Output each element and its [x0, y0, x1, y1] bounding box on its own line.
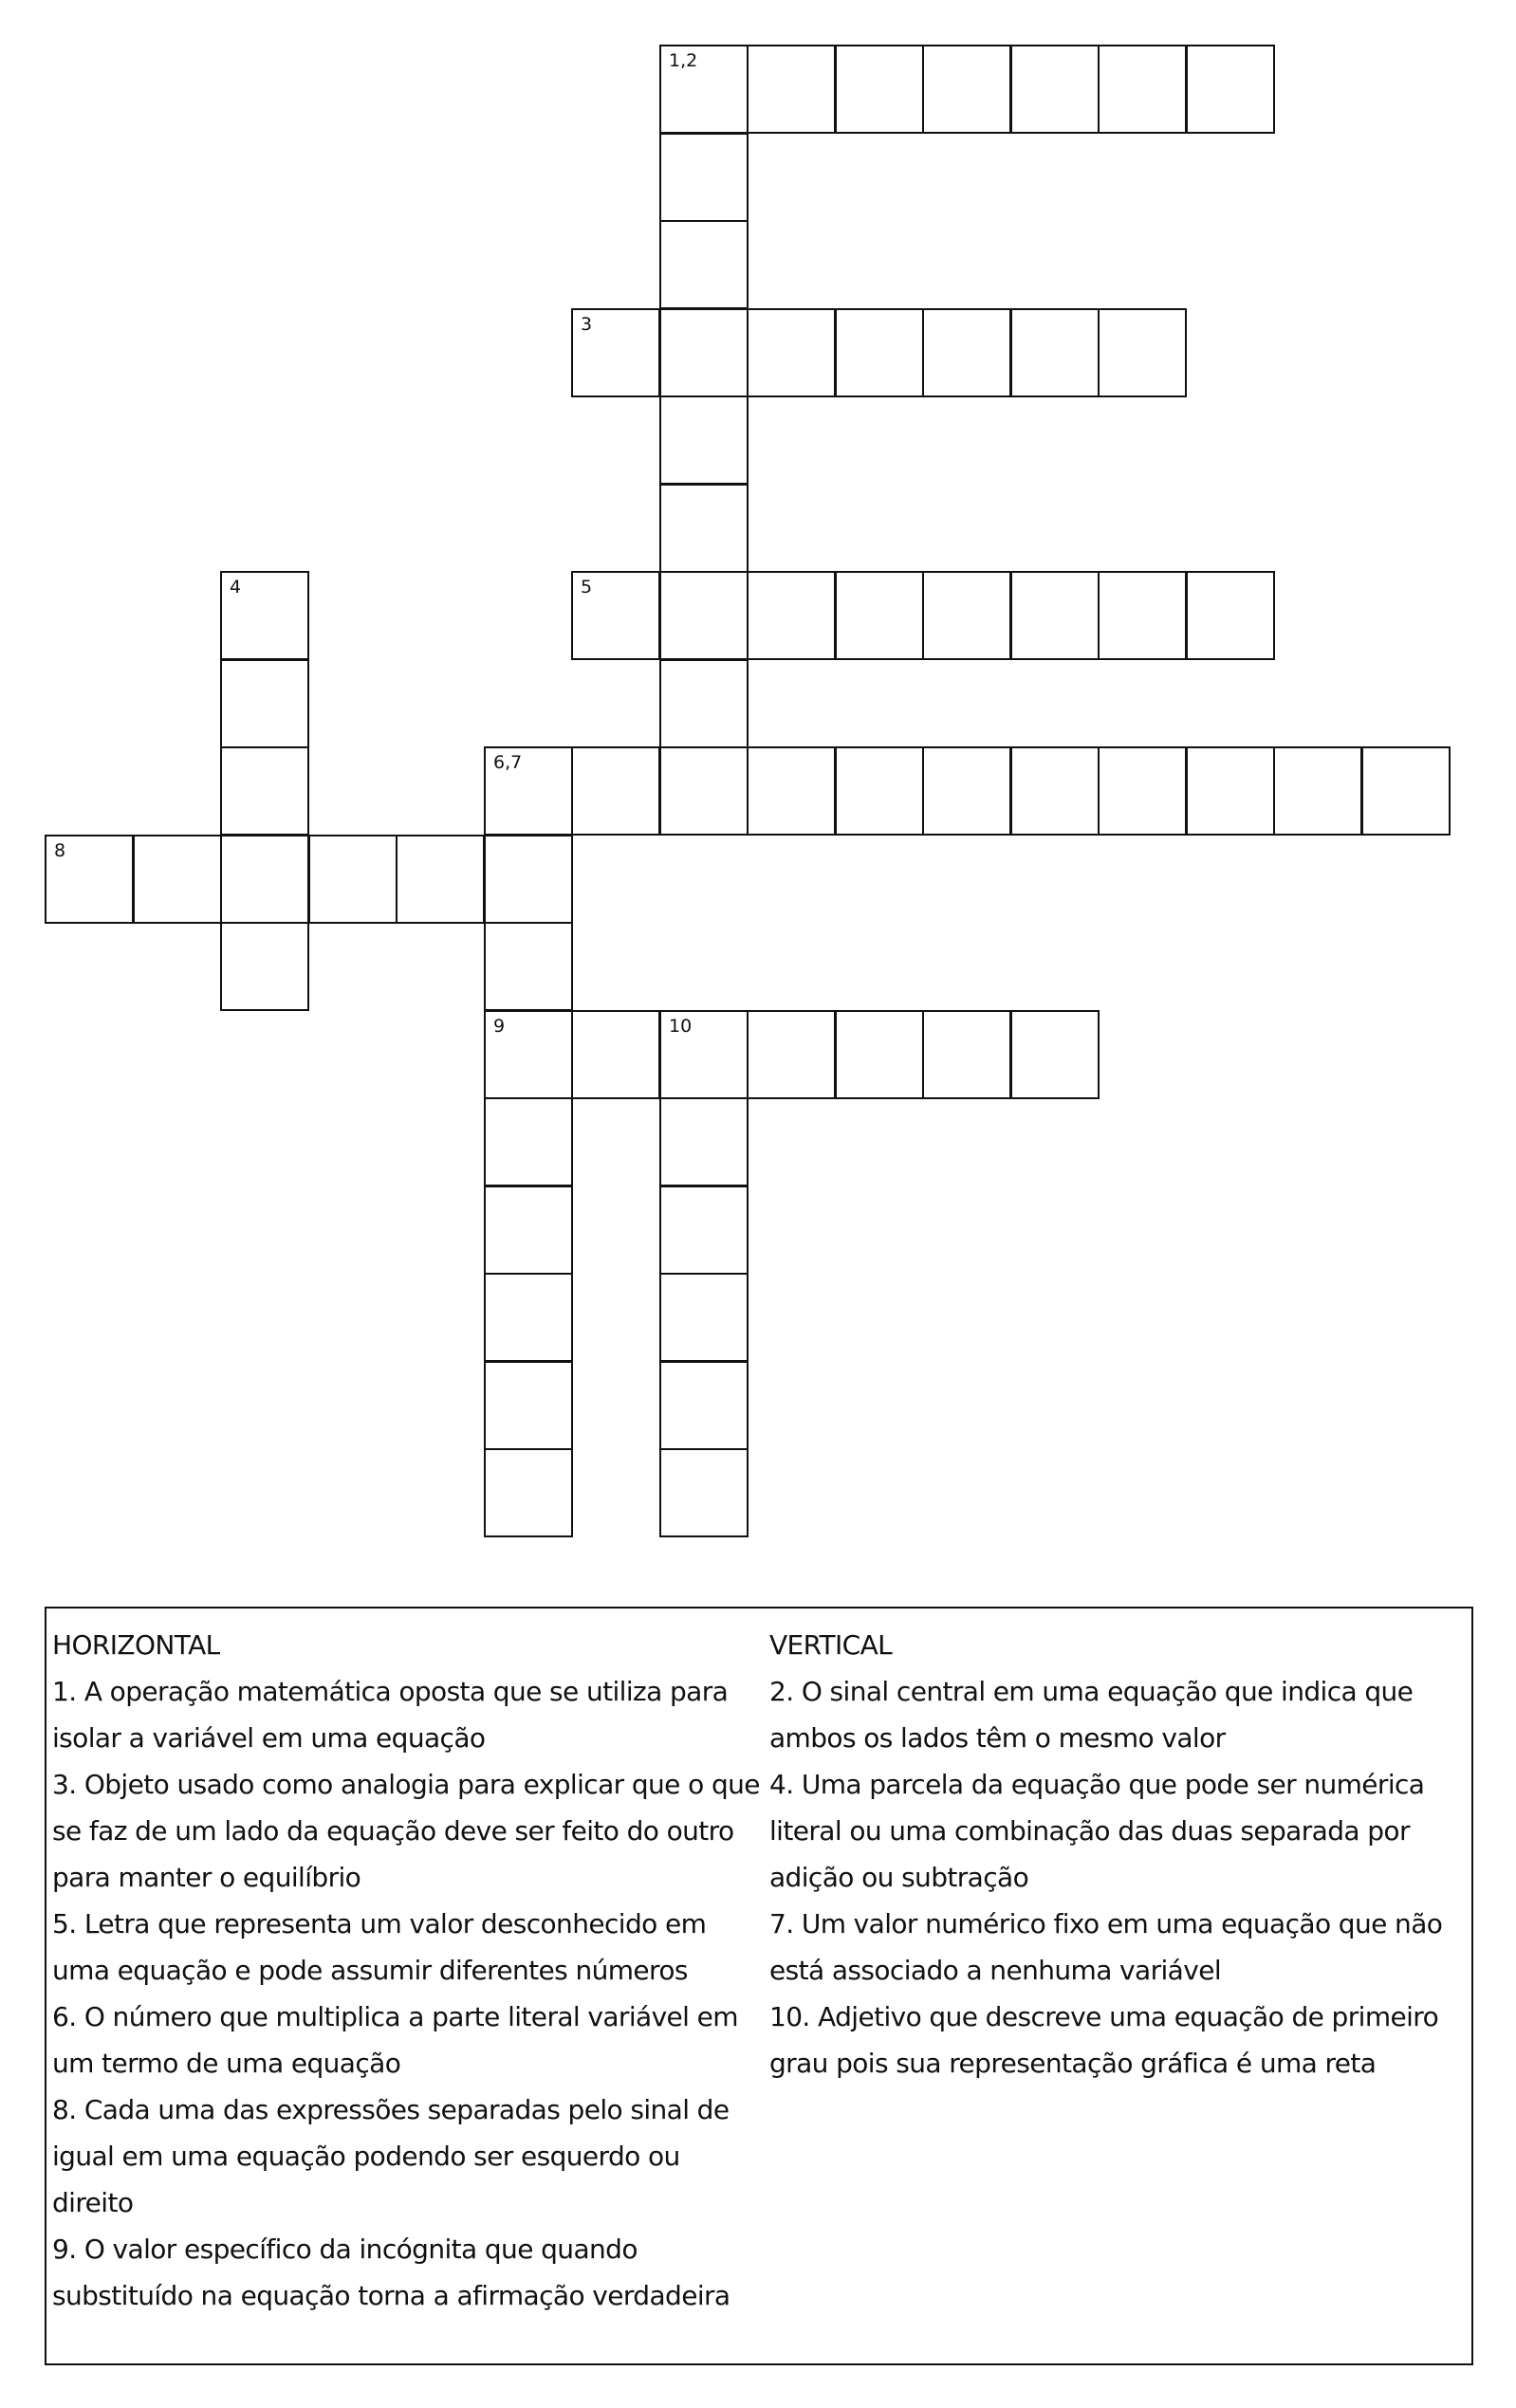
crossword-cell[interactable]: [1098, 308, 1187, 397]
crossword-cell[interactable]: [659, 1273, 749, 1362]
crossword-cell[interactable]: [484, 835, 573, 924]
crossword-cell[interactable]: [922, 308, 1011, 397]
clue-line: para manter o equilíbrio: [52, 1862, 361, 1893]
crossword-cell[interactable]: [484, 1448, 573, 1537]
crossword-cell[interactable]: [484, 1097, 573, 1186]
clues-box: [45, 1607, 1473, 2365]
crossword-cell[interactable]: [484, 1010, 573, 1099]
crossword-cell[interactable]: [747, 571, 836, 660]
crossword-cell[interactable]: [835, 45, 924, 134]
clue-number: 8: [54, 840, 66, 861]
crossword-cell[interactable]: [659, 133, 749, 222]
crossword-cell[interactable]: [1098, 746, 1187, 836]
clue-line: 9. O valor específico da incógnita que quando: [52, 2233, 638, 2265]
clue-line: ambos os lados têm o mesmo valor: [769, 1722, 1226, 1754]
crossword-cell[interactable]: [659, 571, 749, 660]
crossword-cell[interactable]: [1186, 746, 1275, 836]
clue-number: 3: [581, 314, 593, 335]
crossword-cell[interactable]: [220, 659, 309, 748]
crossword-cell[interactable]: [1098, 45, 1187, 134]
clue-line: 8. Cada uma das expressões separadas pelo sinal de: [52, 2094, 730, 2125]
crossword-cell[interactable]: [659, 659, 749, 748]
crossword-cell[interactable]: [659, 308, 749, 397]
clue-line: está associado a nenhuma variável: [769, 1955, 1222, 1986]
clue-line: 3. Objeto usado como analogia para explicar que o que: [52, 1769, 760, 1800]
clue-line: uma equação e pode assumir diferentes números: [52, 1955, 688, 1986]
clue-number: 9: [493, 1016, 506, 1037]
crossword-cell[interactable]: [659, 746, 749, 836]
crossword-cell[interactable]: [747, 1010, 836, 1099]
crossword-cell[interactable]: [1010, 1010, 1100, 1099]
crossword-cell[interactable]: [835, 1010, 924, 1099]
crossword-cell[interactable]: [220, 571, 309, 660]
clue-line: adição ou subtração: [769, 1862, 1029, 1893]
crossword-cell[interactable]: [747, 308, 836, 397]
crossword-cell[interactable]: [922, 746, 1011, 836]
crossword-cell[interactable]: [484, 1273, 573, 1362]
crossword-cell[interactable]: [484, 1186, 573, 1275]
crossword-cell[interactable]: [1098, 571, 1187, 660]
crossword-cell[interactable]: [659, 1010, 749, 1099]
crossword-cell[interactable]: [835, 571, 924, 660]
clue-line: 1. A operação matemática oposta que se utiliza para: [52, 1676, 729, 1707]
crossword-cell[interactable]: [1010, 571, 1100, 660]
clue-line: 6. O número que multiplica a parte literal variável em: [52, 2001, 738, 2032]
vertical-heading: VERTICAL: [769, 1629, 893, 1661]
clue-number: 5: [581, 577, 593, 597]
crossword-cell[interactable]: [396, 835, 485, 924]
clue-number: 6,7: [493, 752, 523, 773]
crossword-cell[interactable]: [1010, 746, 1100, 836]
crossword-cell[interactable]: [1010, 45, 1100, 134]
crossword-cell[interactable]: [1186, 571, 1275, 660]
crossword-cell[interactable]: [659, 1097, 749, 1186]
horizontal-heading: HORIZONTAL: [52, 1629, 220, 1661]
horizontal-clues: [52, 1622, 764, 2319]
crossword-cell[interactable]: [571, 1010, 660, 1099]
crossword-cell[interactable]: [1010, 308, 1100, 397]
vertical-clues: [769, 1622, 1462, 2086]
crossword-cell[interactable]: [1186, 45, 1275, 134]
crossword-cell[interactable]: [659, 1186, 749, 1275]
clue-line: substituído na equação torna a afirmação verdadeira: [52, 2280, 730, 2311]
crossword-cell[interactable]: [1273, 746, 1362, 836]
clue-line: 5. Letra que representa um valor desconhecido em: [52, 1908, 707, 1939]
crossword-cell[interactable]: [571, 571, 660, 660]
clue-line: 2. O sinal central em uma equação que indica que: [769, 1676, 1414, 1707]
crossword-cell[interactable]: [659, 45, 749, 134]
crossword-cell[interactable]: [922, 45, 1011, 134]
clue-line: um termo de uma equação: [52, 2048, 401, 2079]
clue-line: 7. Um valor numérico fixo em uma equação que não: [769, 1908, 1443, 1939]
crossword-cell[interactable]: [659, 1448, 749, 1537]
clue-line: literal ou uma combinação das duas separada por: [769, 1815, 1410, 1847]
crossword-cell[interactable]: [484, 922, 573, 1011]
clue-line: direito: [52, 2187, 134, 2218]
crossword-cell[interactable]: [835, 746, 924, 836]
clue-line: 4. Uma parcela da equação que pode ser numérica: [769, 1769, 1425, 1800]
crossword-cell[interactable]: [747, 45, 836, 134]
crossword-cell[interactable]: [835, 308, 924, 397]
crossword-cell[interactable]: [220, 746, 309, 836]
crossword-cell[interactable]: [133, 835, 222, 924]
crossword-cell[interactable]: [922, 1010, 1011, 1099]
crossword-cell[interactable]: [484, 746, 573, 836]
crossword-cell[interactable]: [571, 308, 660, 397]
clue-number: 1,2: [669, 50, 698, 71]
crossword-cell[interactable]: [659, 220, 749, 309]
crossword-cell[interactable]: [308, 835, 397, 924]
crossword-cell[interactable]: [220, 922, 309, 1011]
crossword-cell[interactable]: [659, 1361, 749, 1450]
crossword-cell[interactable]: [220, 835, 309, 924]
crossword-cell[interactable]: [922, 571, 1011, 660]
crossword-cell[interactable]: [659, 484, 749, 573]
clue-line: igual em uma equação podendo ser esquerdo ou: [52, 2141, 680, 2172]
clue-line: isolar a variável em uma equação: [52, 1722, 486, 1754]
crossword-cell[interactable]: [747, 746, 836, 836]
clue-line: se faz de um lado da equação deve ser feito do outro: [52, 1815, 734, 1847]
clue-line: grau pois sua representação gráfica é uma reta: [769, 2048, 1377, 2079]
crossword-cell[interactable]: [484, 1361, 573, 1450]
clue-line: 10. Adjetivo que descreve uma equação de primeiro: [769, 2001, 1439, 2032]
crossword-cell[interactable]: [45, 835, 134, 924]
crossword-cell[interactable]: [571, 746, 660, 836]
clue-number: 10: [669, 1016, 693, 1037]
crossword-cell[interactable]: [1361, 746, 1451, 836]
clue-number: 4: [230, 577, 242, 597]
crossword-cell[interactable]: [659, 395, 749, 485]
